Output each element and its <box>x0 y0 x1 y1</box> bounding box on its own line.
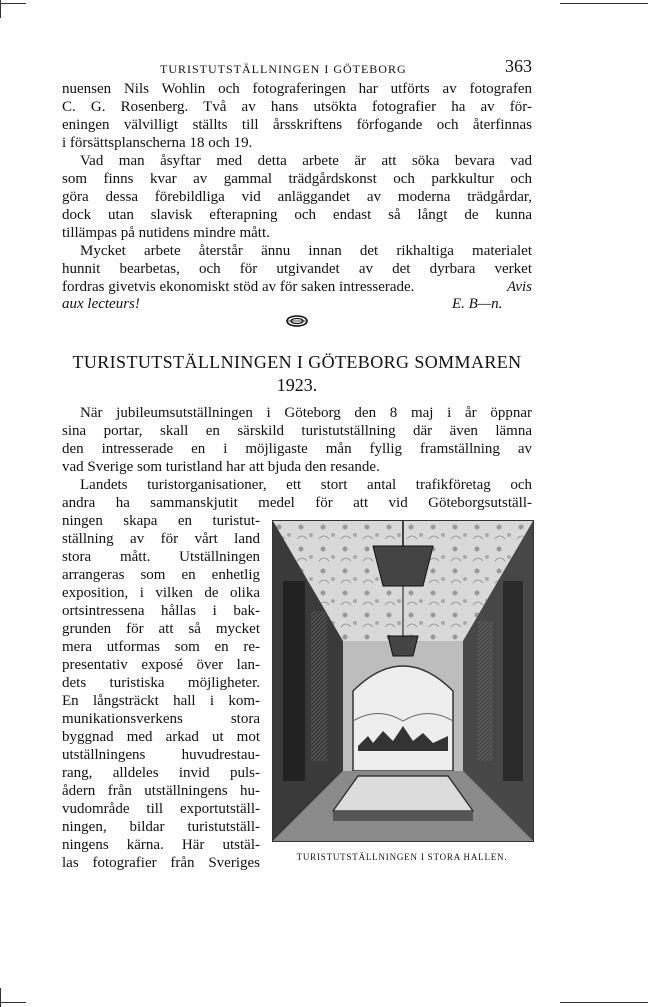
crop-mark <box>0 1002 26 1003</box>
text-line: i försättsplanscherna 18 och 19. <box>62 135 253 151</box>
text-line: vad Sverige som turistland har att bjuda den resande. <box>62 459 380 475</box>
text-line: presentativ exposé över lan- <box>62 657 260 673</box>
text-line: den intresserade en i möjligaste mån fyllig framställning av <box>62 441 532 457</box>
crop-mark <box>560 1002 648 1003</box>
text-line: En långsträckt hall i kom- <box>62 693 260 709</box>
text-line: munikationsverkens stora <box>62 711 260 727</box>
text-line: Landets turistorganisationer, ett stort antal trafikföretag och <box>80 477 532 493</box>
text-line: arrangeras som en enhetlig <box>62 567 260 583</box>
text-line: ningen skapa en turistut- <box>62 513 260 529</box>
text-line: grunden för att så mycket <box>62 621 260 637</box>
text-line: andra ha sammanskjutit medel för att vid Göteborgsutställ- <box>62 495 532 511</box>
text-line: rang, alldeles invid puls- <box>62 765 260 781</box>
text-line: stora mått. Utställningen <box>62 549 260 565</box>
text-line: tillämpas på nutidens mindre mått. <box>62 225 270 241</box>
text-line: mera utformas som en re- <box>62 639 260 655</box>
page-number: 363 <box>505 56 532 76</box>
text-line: ställning av för vårt land <box>62 531 260 547</box>
text-line: sina portar, skall en särskild turistutställning där även lämna <box>62 423 532 439</box>
signature-row <box>62 296 532 314</box>
text-line: När jubileumsutställningen i Göteborg den 8 maj i år öppnar <box>80 405 532 421</box>
running-header: TURISTUTSTÄLLNINGEN I GÖTEBORG <box>160 62 407 76</box>
text-line <box>62 278 532 296</box>
text-line: C. G. Rosenberg. Två av hans utsökta fotografier ha av för- <box>62 99 532 115</box>
text-line: dock utan slavisk efterapning och endast så långt de kunna <box>62 207 532 223</box>
section-title: TURISTUTSTÄLLNINGEN I GÖTEBORG SOMMAREN <box>72 352 522 372</box>
hall-illustration <box>273 521 533 841</box>
text-line: nuensen Nils Wohlin och fotograferingen har utförts av fotografen <box>62 81 532 97</box>
text-line: las fotografier från Sveriges <box>62 855 260 871</box>
text-line: ortsintressena hållas i bak- <box>62 603 260 619</box>
text-line-body: fordras givetvis ekonomiskt stöd av för saken intresserade. <box>62 279 415 295</box>
author-signature: E. B—n. <box>452 296 503 312</box>
ornament-icon <box>285 314 309 328</box>
text-line: ningen, bildar turistutställ- <box>62 819 260 835</box>
text-line: utställningens huvudrestau- <box>62 747 260 763</box>
text-line: eningen välvilligt ställts till årsskriftens förfogande och återfinnas <box>62 117 532 133</box>
text-line: hunnit bearbetas, och för utgivandet av det dyrbara verket <box>62 261 532 277</box>
text-line: göra dessa förebildliga vid anläggandet av moderna trädgårdar, <box>62 189 532 205</box>
text-line: ådern från utställningens hu- <box>62 783 260 799</box>
closing-phrase-continued: aux lecteurs! <box>62 296 140 312</box>
closing-phrase: Avis <box>507 279 532 295</box>
text-line: exposition, i vilken de olika <box>62 585 260 601</box>
crop-mark <box>0 3 26 4</box>
text-line: byggnad med arkad ut mot <box>62 729 260 745</box>
text-line: dets turistiska möjligheter. <box>62 675 260 691</box>
crop-mark <box>0 0 1 18</box>
text-line: som finns kvar av gammal trädgårdskonst och parkkultur och <box>62 171 532 187</box>
crop-mark <box>560 3 648 4</box>
text-line: Vad man åsyftar med detta arbete är att söka bevara vad <box>80 153 532 169</box>
hall-photograph <box>272 520 534 842</box>
text-line: vudområde till exportutställ- <box>62 801 260 817</box>
section-year: 1923. <box>276 375 318 395</box>
text-line: ningens kärna. Här utstäl- <box>62 837 260 853</box>
text-line: Mycket arbete återstår ännu innan det rikhaltiga materialet <box>80 243 532 259</box>
crop-mark <box>0 988 1 1007</box>
figure-caption: TURISTUTSTÄLLNINGEN I STORA HALLEN. <box>296 852 508 862</box>
